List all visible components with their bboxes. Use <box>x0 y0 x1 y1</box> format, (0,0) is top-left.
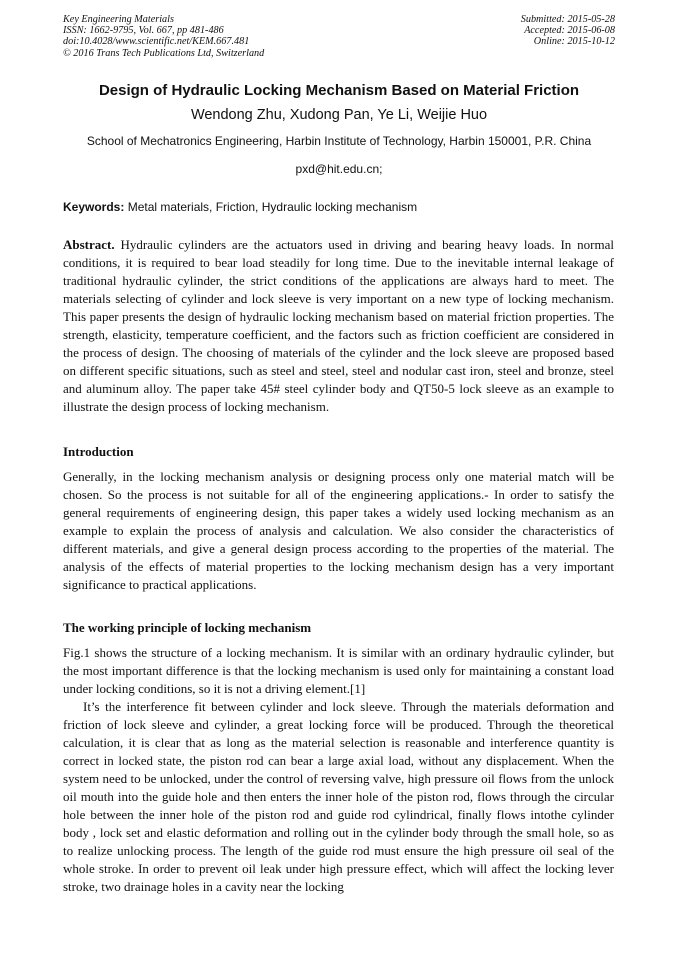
publication-info <box>63 14 264 59</box>
paper-title: Design of Hydraulic Locking Mechanism Based on Material Friction <box>98 82 580 99</box>
publication-dates <box>521 14 615 48</box>
abstract-paragraph <box>63 236 614 416</box>
working-principle-paragraph-1: Fig.1 shows the structure of a locking mechanism. It is similar with an ordinary hydraulic cylinder, but the most important difference is that the locking mechanism is used only for maintaining a constant load under locking conditions, so it is not a driving element.[1] <box>63 645 614 696</box>
abstract-text: Hydraulic cylinders are the actuators used in driving and bearing heavy loads. In normal conditions, it is required to bear load steadily for long time. Due to the inevitable internal leakage of traditional hydraulic cylinder, the strict conditions of the applications are always hard to meet. The materials selecting of cylinder and lock sleeve is very important on a new type of locking mechanism. This paper presents the design of hydraulic locking mechanism based on material friction properties. The strength, elasticity, temperature coefficient, and the factors such as friction coefficient are considered in the process of design. The choosing of materials of the cylinder and the lock sleeve are proposed based on different specific situations, such as steel and steel, steel and nodular cast iron, steel and bronze, steel and aluminum alloy. The paper take 45# steel cylinder body and QT50-5 lock sleeve as an example to illustrate the design process of locking mechanism. <box>63 237 614 414</box>
introduction-paragraph: Generally, in the locking mechanism analysis or designing process only one material match will be chosen. So the process is not suitable for all of the engineering applications.- In order to satisfy the general requirements of engineering design, this paper takes a widely used locking mechanism as an example to explain the process of analysis and calculation. We also consider the characteristics of different materials, and give a general design process according to the properties of the material. The analysis of the effects of material properties to the locking mechanism design has a very important significance to practical applications. <box>63 469 614 592</box>
author-list: Wendong Zhu, Xudong Pan, Ye Li, Weijie Huo <box>190 107 488 123</box>
keywords-label: Keywords: <box>63 200 125 214</box>
journal-name: Key Engineering Materials <box>63 14 174 25</box>
affiliation: School of Mechatronics Engineering, Harbin Institute of Technology, Harbin 150001, P.R. China <box>86 134 592 148</box>
keywords-line <box>63 200 417 215</box>
working-principle-heading: The working principle of locking mechanism <box>63 620 312 635</box>
introduction-heading: Introduction <box>63 444 134 459</box>
working-principle-paragraph-2: It’s the interference fit between cylinder and lock sleeve. Through the materials deformation and friction of lock sleeve and cylinder, a great locking force will be produced. Through the theoretical calculation, it is clear that as long as the material selection is reasonable and interference quantity is correct in locked state, the piston rod can bear a large axial load, without any displacement. When the system need to be unlocked, under the control of reversing valve, high pressure oil flows from the unlock oil mouth into the guide hole and then enters the inner hole of the piston rod, flows through the circular hole between the inner hole of the piston rod and guide rod cylindrical, finally flows intothe cylinder body , lock set and elastic deformation and rolling out in the cylinder body through the small hole, so as to realize unlocking process. The length of the guide rod must ensure the high pressure oil seal of the whole stroke. In order to prevent oil leak under high pressure effect, which will affect the locking lever stroke, two drainage holes in a cavity near the locking <box>63 699 614 894</box>
submitted-date: Submitted: 2015-05-28 <box>520 14 615 25</box>
accepted-date: Accepted: 2015-06-08 <box>524 25 615 37</box>
contact-email: pxd@hit.edu.cn; <box>295 162 383 176</box>
abstract-label: Abstract. <box>63 237 115 252</box>
online-date: Online: 2015-10-12 <box>533 36 615 48</box>
copyright-line: © 2016 Trans Tech Publications Ltd, Switzerland <box>63 47 265 59</box>
doi-line: doi:10.4028/www.scientific.net/KEM.667.481 <box>63 36 250 48</box>
keywords-text: Metal materials, Friction, Hydraulic locking mechanism <box>124 200 418 214</box>
issn-line: ISSN: 1662-9795, Vol. 667, pp 481-486 <box>63 25 224 37</box>
